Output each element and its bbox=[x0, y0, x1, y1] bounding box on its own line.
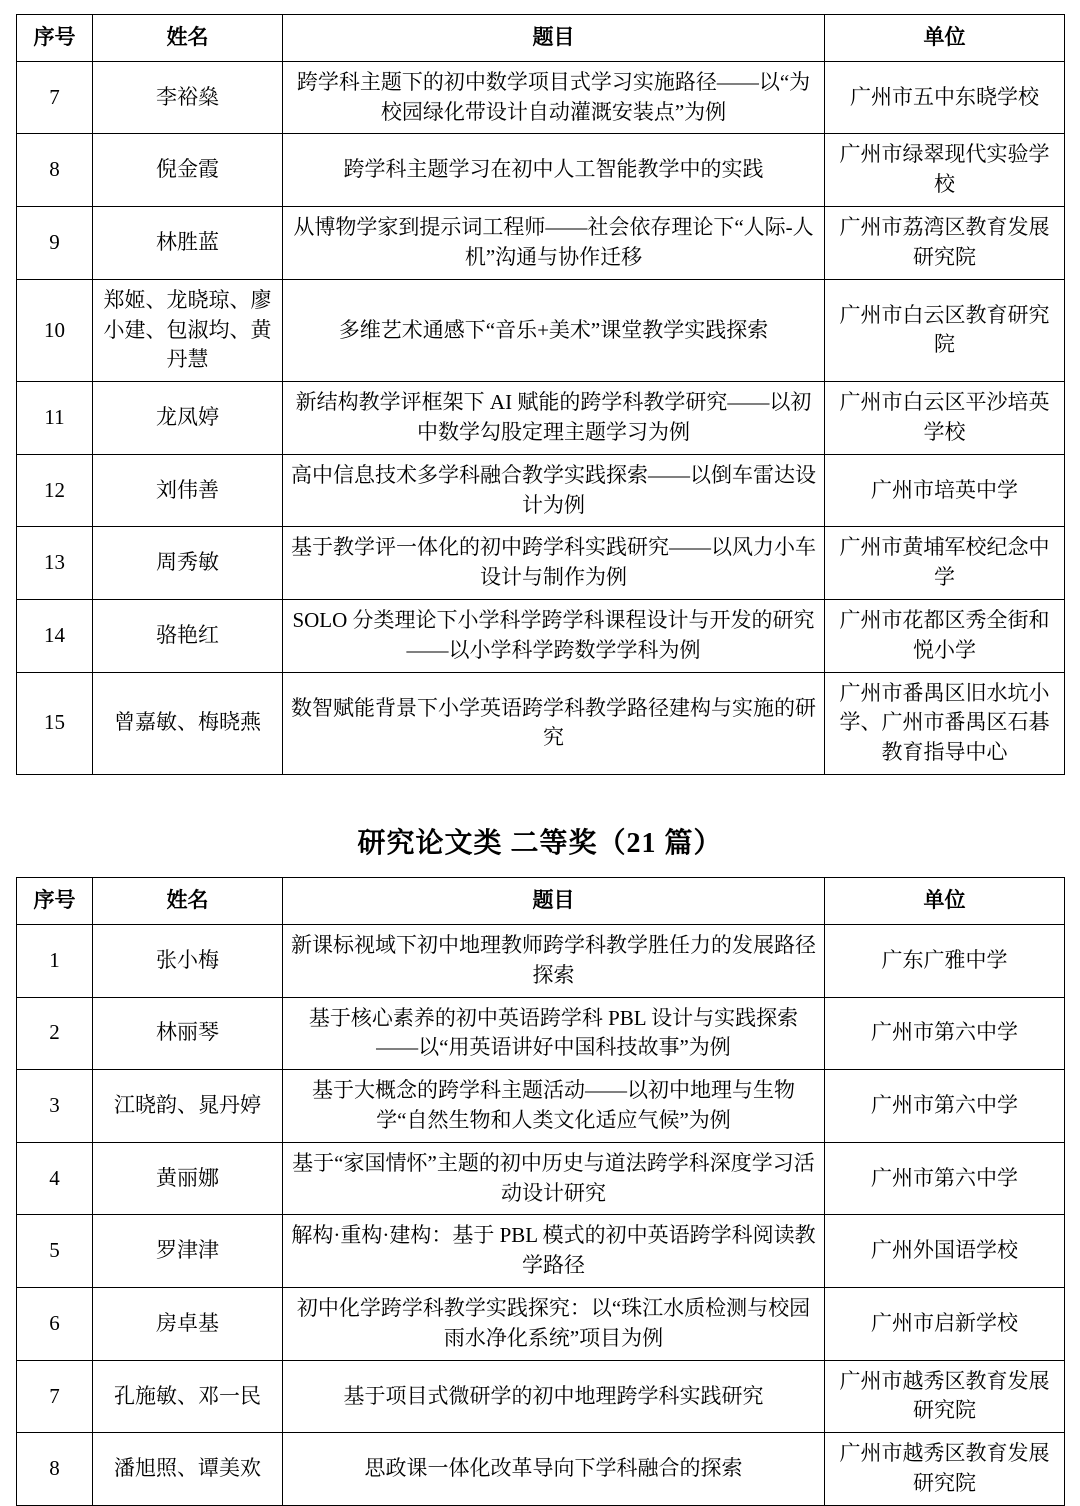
column-header-unit: 单位 bbox=[825, 15, 1065, 62]
cell-title: 基于“家国情怀”主题的初中历史与道法跨学科深度学习活动设计研究 bbox=[283, 1142, 825, 1215]
cell-title: 初中化学跨学科教学实践探究：以“珠江水质检测与校园雨水净化系统”项目为例 bbox=[283, 1288, 825, 1361]
table-row bbox=[17, 1288, 1065, 1361]
cell-no: 13 bbox=[17, 527, 93, 600]
cell-no: 7 bbox=[17, 1360, 93, 1433]
cell-title: SOLO 分类理论下小学科学跨学科课程设计与开发的研究——以小学科学跨数学学科为例 bbox=[283, 600, 825, 673]
column-header-no: 序号 bbox=[17, 878, 93, 925]
cell-no: 15 bbox=[17, 672, 93, 774]
cell-no: 5 bbox=[17, 1215, 93, 1288]
table-row bbox=[17, 924, 1065, 997]
cell-unit: 广州市第六中学 bbox=[825, 1142, 1065, 1215]
cell-unit: 广州市培英中学 bbox=[825, 454, 1065, 527]
column-header-title: 题目 bbox=[283, 878, 825, 925]
cell-unit: 广州市花都区秀全街和悦小学 bbox=[825, 600, 1065, 673]
cell-name: 李裕燊 bbox=[93, 61, 283, 134]
second-prize-table bbox=[16, 877, 1065, 1506]
cell-title: 高中信息技术多学科融合教学实践探索——以倒车雷达设计为例 bbox=[283, 454, 825, 527]
table-row bbox=[17, 600, 1065, 673]
cell-title: 新课标视域下初中地理教师跨学科教学胜任力的发展路径探索 bbox=[283, 924, 825, 997]
column-header-unit: 单位 bbox=[825, 878, 1065, 925]
cell-unit: 广州市绿翠现代实验学校 bbox=[825, 134, 1065, 207]
cell-name: 江晓韵、晁丹婷 bbox=[93, 1070, 283, 1143]
cell-title: 思政课一体化改革导向下学科融合的探索 bbox=[283, 1433, 825, 1506]
cell-unit: 广州市第六中学 bbox=[825, 997, 1065, 1070]
cell-name: 骆艳红 bbox=[93, 600, 283, 673]
cell-name: 林丽琴 bbox=[93, 997, 283, 1070]
cell-unit: 广州市白云区教育研究院 bbox=[825, 279, 1065, 381]
cell-name: 郑姬、龙晓琼、廖小建、包淑均、黄丹慧 bbox=[93, 279, 283, 381]
cell-title: 基于核心素养的初中英语跨学科 PBL 设计与实践探索——以“用英语讲好中国科技故事”为例 bbox=[283, 997, 825, 1070]
cell-unit: 广州市五中东晓学校 bbox=[825, 61, 1065, 134]
cell-name: 孔施敏、邓一民 bbox=[93, 1360, 283, 1433]
section-heading-second-prize: 研究论文类 二等奖（21 篇） bbox=[357, 828, 723, 860]
cell-unit: 广州市启新学校 bbox=[825, 1288, 1065, 1361]
table-row bbox=[17, 1433, 1065, 1506]
cell-name: 房卓基 bbox=[93, 1288, 283, 1361]
cell-no: 4 bbox=[17, 1142, 93, 1215]
cell-name: 周秀敏 bbox=[93, 527, 283, 600]
cell-unit: 广州市越秀区教育发展研究院 bbox=[825, 1360, 1065, 1433]
table-row bbox=[17, 134, 1065, 207]
cell-no: 8 bbox=[17, 134, 93, 207]
cell-name: 潘旭照、谭美欢 bbox=[93, 1433, 283, 1506]
table-header-row bbox=[17, 878, 1065, 925]
cell-name: 林胜蓝 bbox=[93, 207, 283, 280]
table-row bbox=[17, 61, 1065, 134]
cell-title: 跨学科主题学习在初中人工智能教学中的实践 bbox=[283, 134, 825, 207]
table-row bbox=[17, 454, 1065, 527]
table-row bbox=[17, 1215, 1065, 1288]
cell-unit: 广州市番禺区旧水坑小学、广州市番禺区石碁教育指导中心 bbox=[825, 672, 1065, 774]
cell-title: 基于教学评一体化的初中跨学科实践研究——以风力小车设计与制作为例 bbox=[283, 527, 825, 600]
column-header-name: 姓名 bbox=[93, 15, 283, 62]
cell-name: 黄丽娜 bbox=[93, 1142, 283, 1215]
table-row bbox=[17, 1070, 1065, 1143]
cell-title: 基于项目式微研学的初中地理跨学科实践研究 bbox=[283, 1360, 825, 1433]
cell-name: 刘伟善 bbox=[93, 454, 283, 527]
table-row bbox=[17, 279, 1065, 381]
cell-name: 龙凤婷 bbox=[93, 382, 283, 455]
table-row bbox=[17, 382, 1065, 455]
cell-name: 张小梅 bbox=[93, 924, 283, 997]
table-header-row bbox=[17, 15, 1065, 62]
cell-title: 解构·重构·建构：基于 PBL 模式的初中英语跨学科阅读教学路径 bbox=[283, 1215, 825, 1288]
cell-no: 8 bbox=[17, 1433, 93, 1506]
first-prize-table bbox=[16, 14, 1065, 775]
cell-title: 从博物学家到提示词工程师——社会依存理论下“人际-人机”沟通与协作迁移 bbox=[283, 207, 825, 280]
cell-title: 数智赋能背景下小学英语跨学科教学路径建构与实施的研究 bbox=[283, 672, 825, 774]
cell-title: 跨学科主题下的初中数学项目式学习实施路径——以“为校园绿化带设计自动灌溉安装点”为例 bbox=[283, 61, 825, 134]
cell-no: 11 bbox=[17, 382, 93, 455]
cell-unit: 广州市越秀区教育发展研究院 bbox=[825, 1433, 1065, 1506]
cell-no: 14 bbox=[17, 600, 93, 673]
cell-name: 曾嘉敏、梅晓燕 bbox=[93, 672, 283, 774]
table-row bbox=[17, 207, 1065, 280]
cell-no: 7 bbox=[17, 61, 93, 134]
table-row bbox=[17, 672, 1065, 774]
table-row bbox=[17, 527, 1065, 600]
cell-unit: 广州市白云区平沙培英学校 bbox=[825, 382, 1065, 455]
cell-unit: 广州市荔湾区教育发展研究院 bbox=[825, 207, 1065, 280]
cell-no: 6 bbox=[17, 1288, 93, 1361]
cell-unit: 广州市第六中学 bbox=[825, 1070, 1065, 1143]
cell-unit: 广东广雅中学 bbox=[825, 924, 1065, 997]
cell-no: 3 bbox=[17, 1070, 93, 1143]
cell-unit: 广州市黄埔军校纪念中学 bbox=[825, 527, 1065, 600]
cell-title: 多维艺术通感下“音乐+美术”课堂教学实践探索 bbox=[283, 279, 825, 381]
cell-unit: 广州外国语学校 bbox=[825, 1215, 1065, 1288]
cell-title: 基于大概念的跨学科主题活动——以初中地理与生物学“自然生物和人类文化适应气候”为例 bbox=[283, 1070, 825, 1143]
column-header-name: 姓名 bbox=[93, 878, 283, 925]
cell-name: 倪金霞 bbox=[93, 134, 283, 207]
cell-no: 12 bbox=[17, 454, 93, 527]
cell-title: 新结构教学评框架下 AI 赋能的跨学科教学研究——以初中数学勾股定理主题学习为例 bbox=[283, 382, 825, 455]
column-header-title: 题目 bbox=[283, 15, 825, 62]
cell-no: 1 bbox=[17, 924, 93, 997]
table-row bbox=[17, 997, 1065, 1070]
table-row bbox=[17, 1360, 1065, 1433]
table-row bbox=[17, 1142, 1065, 1215]
cell-name: 罗津津 bbox=[93, 1215, 283, 1288]
cell-no: 10 bbox=[17, 279, 93, 381]
column-header-no: 序号 bbox=[17, 15, 93, 62]
cell-no: 2 bbox=[17, 997, 93, 1070]
cell-no: 9 bbox=[17, 207, 93, 280]
